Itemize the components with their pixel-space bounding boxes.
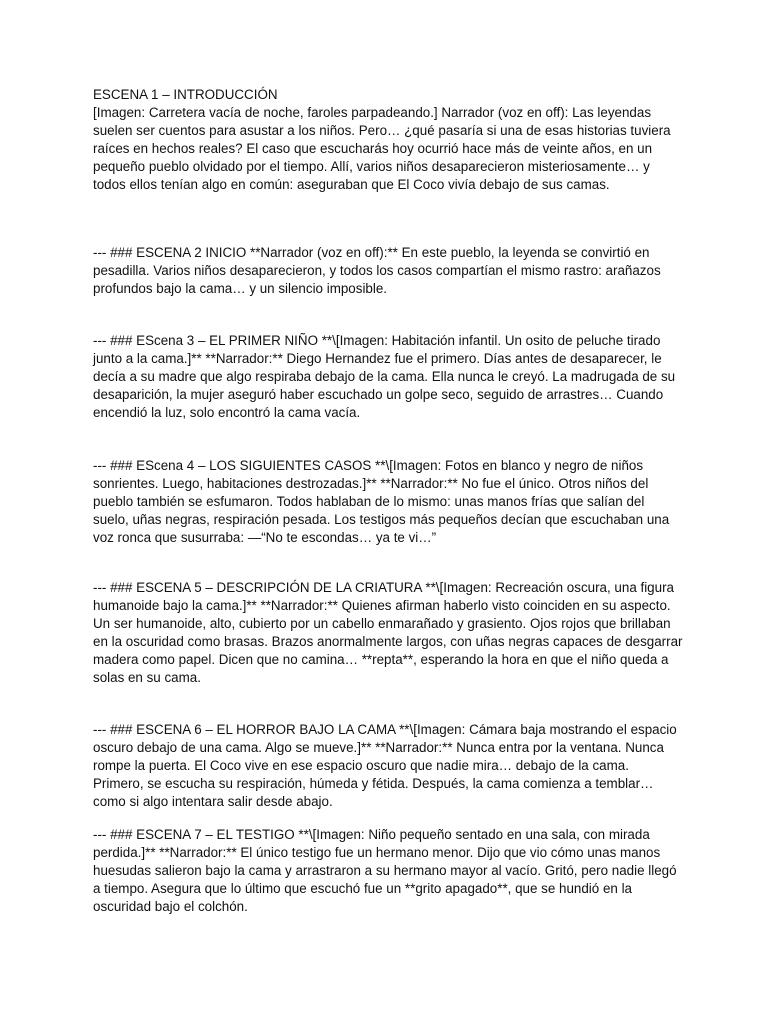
scene-1-paragraph (93, 86, 683, 193)
scene-6-paragraph: --- ### ESCENA 6 – EL HORROR BAJO LA CAMA **\[Imagen: Cámara baja mostrando el espacio oscuro debajo de una cama. Algo se mueve.]** **Narrador:** Nunca entra por la ventana. Nunca rompe la puerta. El Coco vive en ese espacio oscuro que nadie mira… debajo de la cama. Primero, se escucha su respiración, húmeda y fétida. Después, la cama comienza a temblar… como si algo intentara salir desde abajo. (93, 722, 677, 809)
scene-2-paragraph: --- ### ESCENA 2 INICIO **Narrador (voz en off):** En este pueblo, la leyenda se convirtió en pesadilla. Varios niños desaparecieron, y todos los casos compartían el mismo rastro: arañazos profundos bajo la cama… y un silencio imposible. (93, 245, 661, 296)
scene-1-body: [Imagen: Carretera vacía de noche, faroles parpadeando.] Narrador (voz en off): Las leyendas suelen ser cuentos para asustar a los niños. Pero… ¿qué pasaría si una de esas historias tuviera raíces en hechos reales? El caso que escucharás hoy ocurrió hace más de veinte años, en un pequeño pueblo olvidado por el tiempo. Allí, varios niños desaparecieron misteriosamente… y todos ellos tenían algo en común: aseguraban que El Coco vivía debajo de sus camas. (93, 104, 671, 192)
scene-7-paragraph: --- ### ESCENA 7 – EL TESTIGO **\[Imagen: Niño pequeño sentado en una sala, con mirada perdida.]** **Narrador:** El único testigo fue un hermano menor. Dijo que vio cómo unas manos huesudas salieron bajo la cama y arrastraron a su hermano mayor al vacío. Gritó, pero nadie llegó a tiempo. Asegura que lo último que escuchó fue un **grito apagado**, que se hundió en la oscuridad bajo el colchón. (93, 827, 677, 914)
scene-1-heading: ESCENA 1 – INTRODUCCIÓN (93, 87, 278, 102)
scene-5-paragraph: --- ### ESCENA 5 – DESCRIPCIÓN DE LA CRIATURA **\[Imagen: Recreación oscura, una figura humanoide bajo la cama.]** **Narrador:** Quienes afirman haberlo visto coinciden en su aspecto. Un ser humanoide, alto, cubierto por un cabello enmarañado y grasiento. Ojos rojos que brillaban en la oscuridad como brasas. Brazos anormalmente largos, con uñas negras capaces de desgarrar madera como papel. Dicen que no camina… **repta**, esperando la hora en que el niño queda a solas en su cama. (93, 580, 683, 685)
scene-4-paragraph: --- ### EScena 4 – LOS SIGUIENTES CASOS **\[Imagen: Fotos en blanco y negro de niños sonrientes. Luego, habitaciones destrozadas.]** **Narrador:** No fue el único. Otros niños del pueblo también se esfumaron. Todos hablaban de lo mismo: unas manos frías que salían del suelo, uñas negras, respiración pesada. Los testigos más pequeños decían que escuchaban una voz ronca que susurraba: —“No te escondas… ya te vi…” (93, 458, 670, 545)
scene-3-paragraph: --- ### EScena 3 – EL PRIMER NIÑO **\[Imagen: Habitación infantil. Un osito de peluche tirado junto a la cama.]** **Narrador:** Diego Hernandez fue el primero. Días antes de desaparecer, le decía a su madre que algo respiraba debajo de la cama. Ella nunca le creyó. La madrugada de su desaparición, la mujer aseguró haber escuchado un golpe seco, seguido de arrastres… Cuando encendió la luz, solo encontró la cama vacía. (93, 333, 676, 420)
